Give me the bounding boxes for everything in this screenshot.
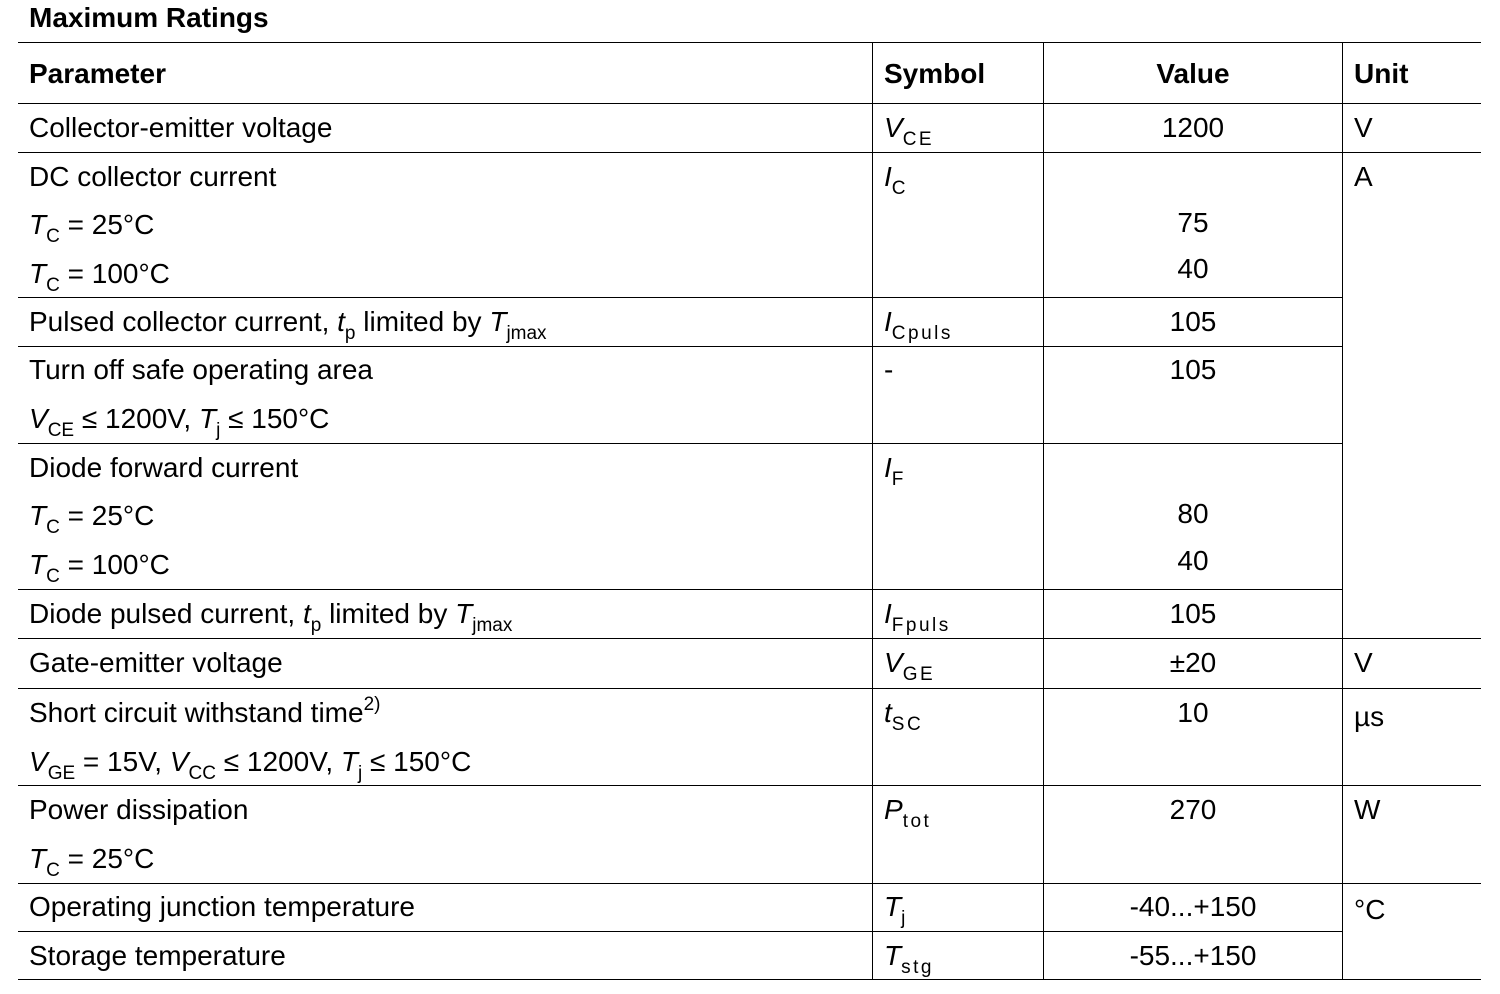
- symbol-icpuls: $I_{Cpuls}$: [884, 306, 953, 344]
- unit-vge: V: [1354, 647, 1373, 678]
- rule: [872, 42, 873, 979]
- symbol-vge: $V_{GE}$: [884, 647, 936, 685]
- param-operating-junction-temperature: Operating junction temperature: [29, 891, 415, 922]
- rule: [18, 443, 1343, 444]
- header-symbol: Symbol: [884, 58, 986, 89]
- unit-tsc: µs: [1354, 701, 1385, 732]
- rule: [18, 688, 1481, 689]
- param-collector-emitter-voltage: Collector-emitter voltage: [29, 112, 333, 143]
- symbol-tsc: $t_{SC}$: [884, 697, 924, 735]
- symbol-soa: -: [884, 354, 894, 385]
- header-parameter: Parameter: [29, 58, 166, 89]
- param-turn-off-soa: Turn off safe operating area: [29, 354, 373, 385]
- value-tsc: 10: [1177, 697, 1209, 728]
- unit-temperature: °C: [1354, 894, 1386, 925]
- value-soa: 105: [1169, 354, 1217, 385]
- condition-short-circuit: $V_{GE} = 15V$, $V_{CC} \le 1200V$, $T_j \le 150^\circ C$: [29, 746, 472, 784]
- rule: [18, 931, 1343, 932]
- rule: [18, 152, 1481, 153]
- unit-current: A: [1354, 161, 1373, 192]
- rule: [18, 346, 1343, 347]
- param-gate-emitter-voltage: Gate-emitter voltage: [29, 647, 283, 678]
- rule: [18, 103, 1481, 104]
- value-vce: 1200: [1161, 112, 1225, 143]
- value-tj: -40...+150: [1129, 891, 1257, 922]
- table-title: Maximum Ratings: [29, 2, 269, 33]
- condition-tc-100: $T_C = 100^\circ C$: [29, 549, 170, 587]
- symbol-ptot: $P_{tot}$: [884, 794, 932, 832]
- rule: [1342, 42, 1343, 979]
- rule: [18, 883, 1481, 884]
- value-tstg: -55...+150: [1129, 940, 1257, 971]
- param-power-dissipation: Power dissipation: [29, 794, 249, 825]
- symbol-ic: $I_C$: [884, 161, 909, 199]
- value-if-25: 80: [1177, 498, 1209, 529]
- rule: [18, 979, 1481, 980]
- param-short-circuit-time: Short circuit withstand time$^{2)}$: [29, 694, 381, 728]
- rule: [18, 42, 1481, 43]
- param-diode-forward-current: Diode forward current: [29, 452, 299, 483]
- condition-tc-25: $T_C = 25^\circ C$: [29, 500, 155, 538]
- value-vge: ±20: [1169, 647, 1217, 678]
- param-pulsed-collector-current: Pulsed collector current, $t_p$ limited by $T_{jmax}$: [29, 306, 547, 344]
- symbol-vce: $V_{CE}$: [884, 112, 935, 150]
- condition-tc-25: $T_C = 25^\circ C$: [29, 209, 155, 247]
- unit-ptot: W: [1354, 794, 1381, 825]
- header-unit: Unit: [1354, 58, 1409, 89]
- value-ic-100: 40: [1177, 253, 1209, 284]
- symbol-tj: $T_j$: [884, 891, 908, 929]
- rule: [18, 785, 1481, 786]
- rule: [18, 297, 1343, 298]
- rule: [18, 589, 1343, 590]
- condition-tc-100: $T_C = 100^\circ C$: [29, 258, 170, 296]
- value-ptot: 270: [1169, 794, 1217, 825]
- symbol-ifpuls: $I_{Fpuls}$: [884, 598, 951, 636]
- symbol-if: $I_F$: [884, 452, 906, 490]
- param-storage-temperature: Storage temperature: [29, 940, 286, 971]
- value-ifpuls: 105: [1169, 598, 1217, 629]
- symbol-tstg: $T_{stg}$: [884, 940, 934, 978]
- condition-tc-25: $T_C = 25^\circ C$: [29, 843, 155, 881]
- value-if-100: 40: [1177, 545, 1209, 576]
- rule: [18, 638, 1481, 639]
- rule: [1043, 42, 1044, 979]
- param-dc-collector-current: DC collector current: [29, 161, 277, 192]
- param-diode-pulsed-current: Diode pulsed current, $t_p$ limited by $T_{jmax}$: [29, 598, 513, 636]
- value-icpuls: 105: [1169, 306, 1217, 337]
- header-value: Value: [1156, 58, 1230, 89]
- unit-vce: V: [1354, 112, 1373, 143]
- value-ic-25: 75: [1177, 207, 1209, 238]
- condition-soa: $V_{CE} \le 1200V$, $T_j \le 150^\circ C$: [29, 403, 330, 441]
